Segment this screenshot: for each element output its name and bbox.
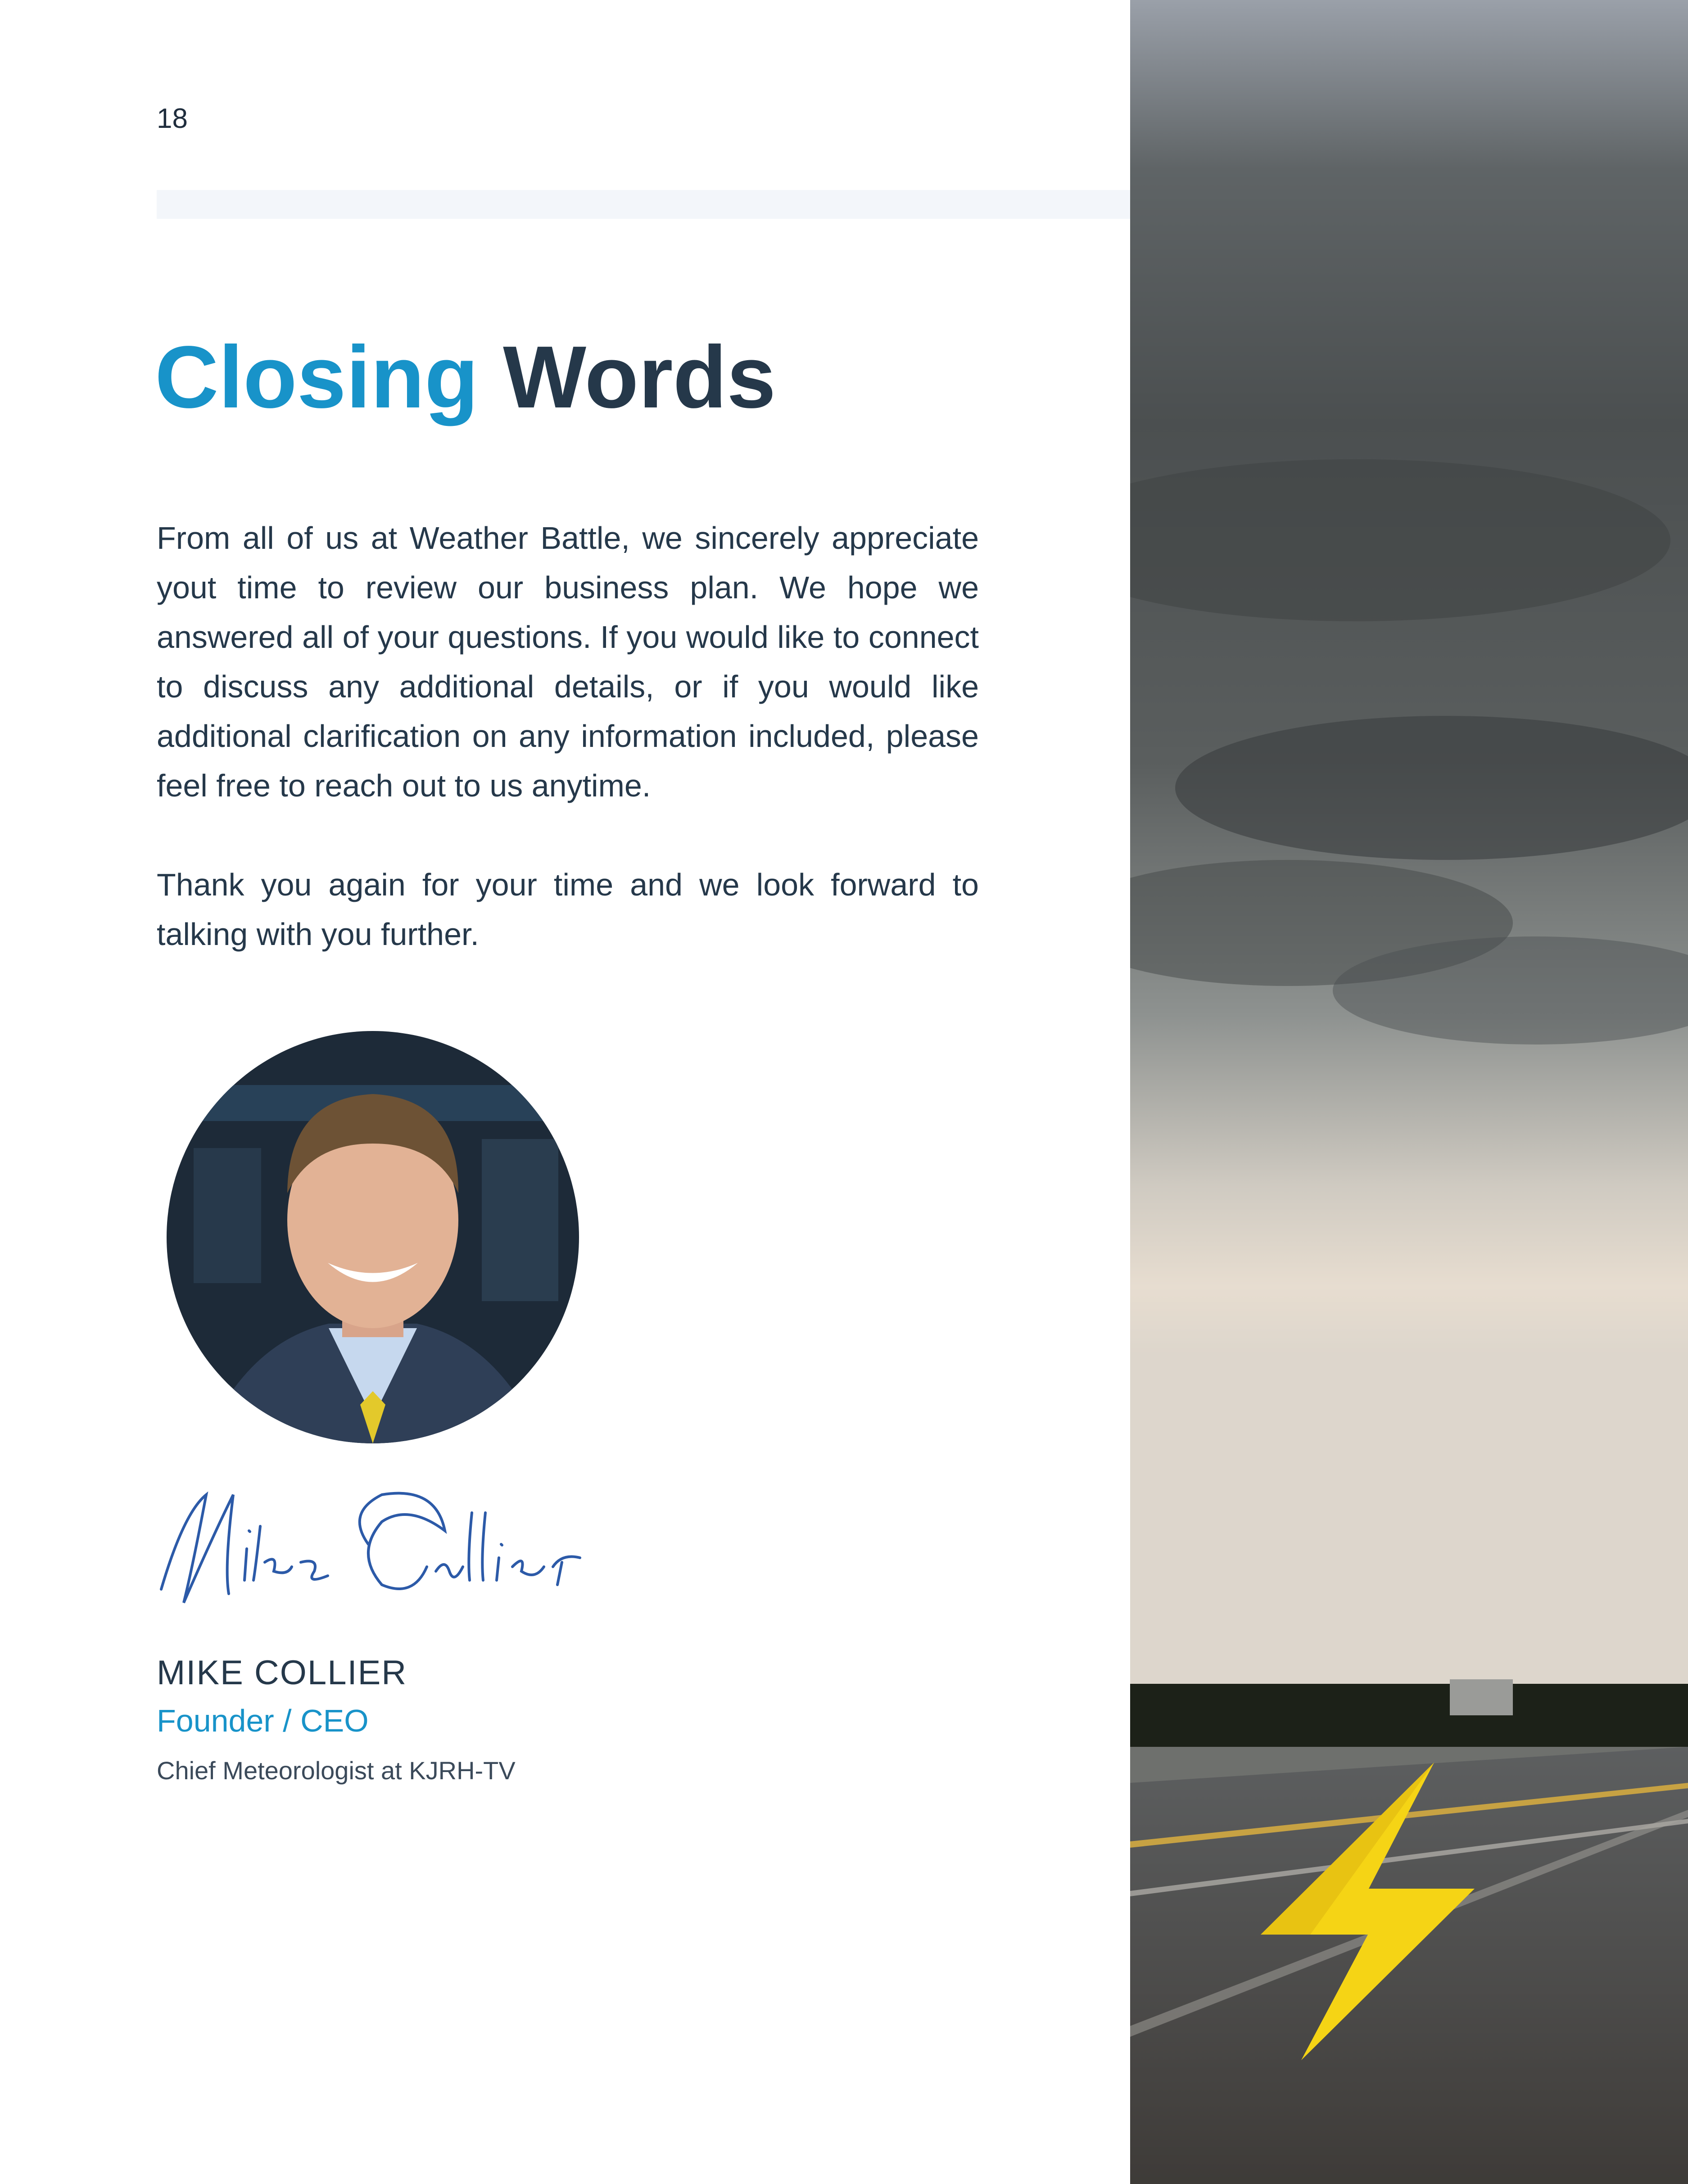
- storm-photo-panel: [1130, 0, 1688, 2184]
- page-title: [155, 328, 776, 426]
- signer-role: Founder / CEO: [157, 1703, 369, 1738]
- signature: [157, 1477, 589, 1625]
- title-accent: Closing: [155, 328, 479, 426]
- avatar: [167, 1031, 579, 1443]
- page-number: 18: [157, 103, 188, 134]
- storm-road-photo: [1130, 0, 1688, 2184]
- body-text: [157, 513, 979, 1008]
- signer-name: MIKE COLLIER: [157, 1654, 407, 1692]
- title-rest: Words: [503, 328, 776, 426]
- signer-affiliation: Chief Meteorologist at KJRH-TV: [157, 1756, 516, 1785]
- body-paragraph: From all of us at Weather Battle, we sincerely appreciate yout time to review our business plan. We hope we answered all of your questions. If you would like to connect to discuss any additional details, or if you would like additional clarification on any information included, please feel free to reach out to us anytime.: [157, 520, 979, 803]
- body-paragraph: Thank you again for your time and we look forward to talking with you further.: [157, 867, 979, 952]
